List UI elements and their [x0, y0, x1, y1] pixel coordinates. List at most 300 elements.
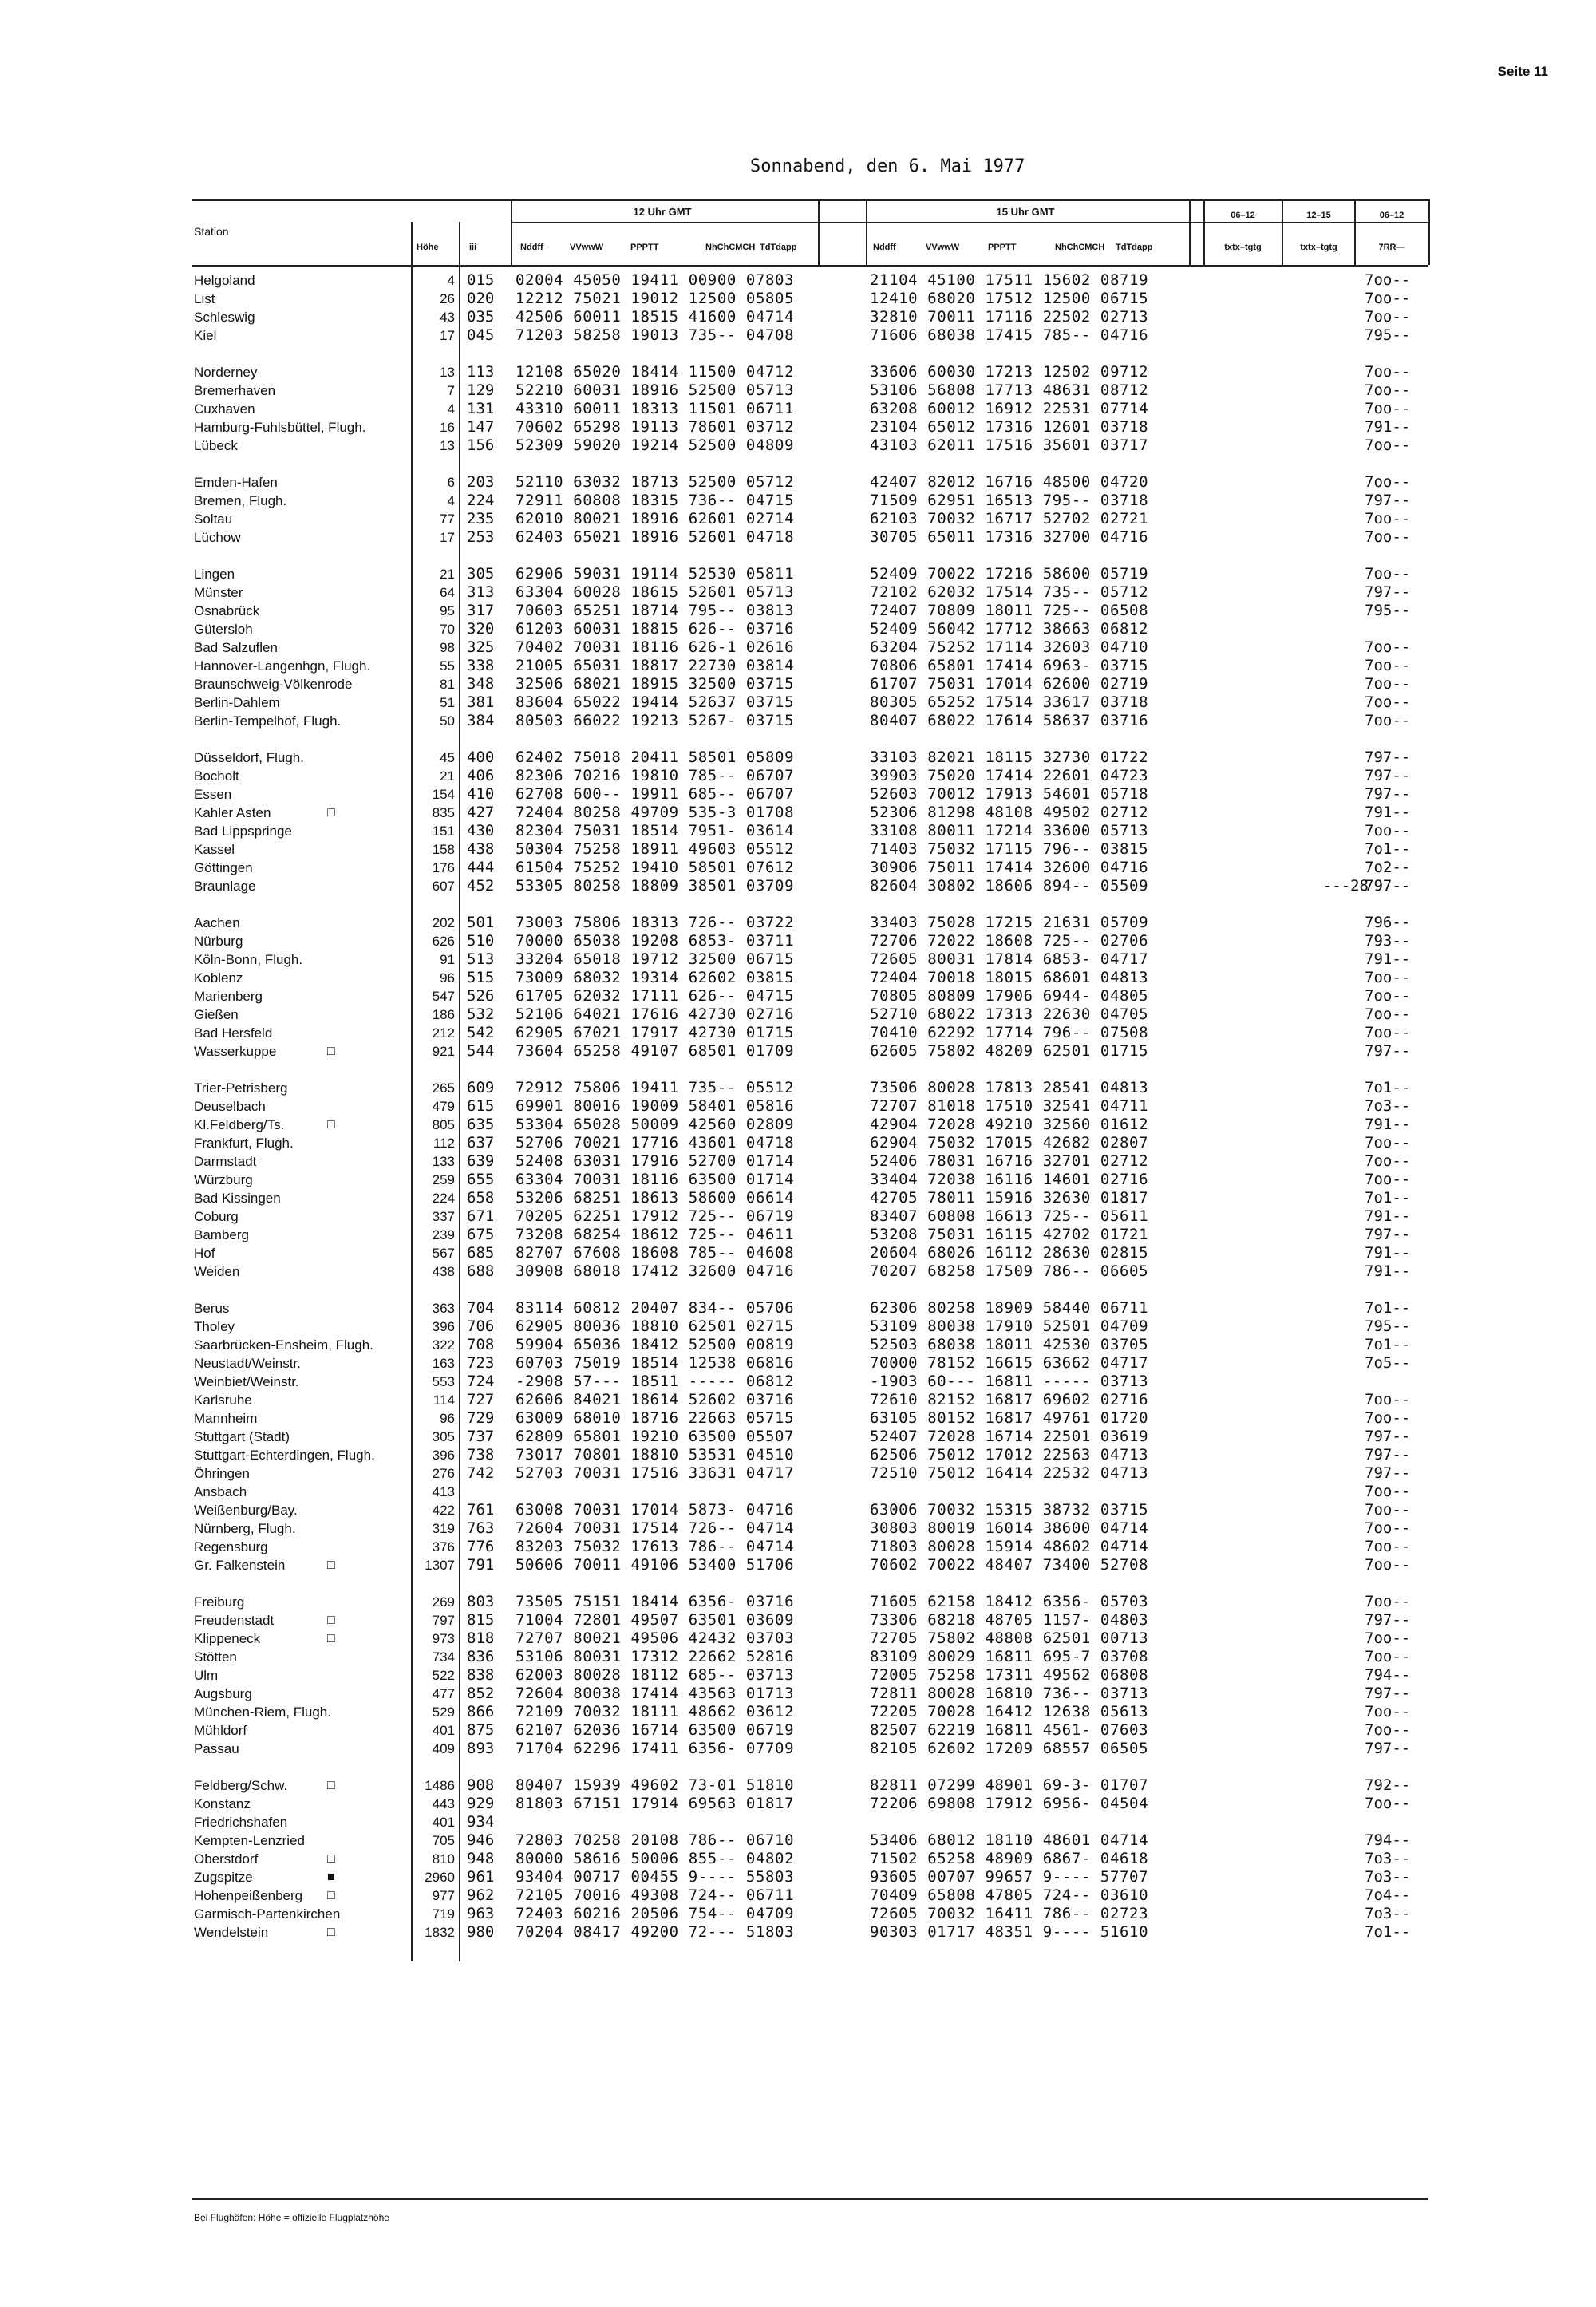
- station-height: 626: [432, 934, 455, 949]
- obs-15-utc: 70207 68258 17509 786-- 06605: [870, 1262, 1149, 1280]
- station-height: 1307: [425, 1558, 455, 1573]
- station-name: Helgoland: [194, 273, 255, 288]
- station-id: 129: [467, 381, 495, 399]
- obs-12-utc: 80503 66022 19213 5267- 03715: [516, 712, 795, 729]
- obs-15-utc: 42904 72028 49210 32560 01612: [870, 1116, 1149, 1133]
- station-height: 810: [432, 1851, 455, 1867]
- table-row: [0, 271, 1596, 290]
- station-id: 962: [467, 1886, 495, 1904]
- obs-15-utc: 72605 70032 16411 786-- 02723: [870, 1905, 1149, 1922]
- summary-code: 7oo--: [1365, 1152, 1411, 1170]
- station-id: 501: [467, 914, 495, 931]
- table-row: [0, 1740, 1596, 1758]
- station-height: 977: [432, 1888, 455, 1903]
- station-height: 422: [432, 1503, 455, 1518]
- station-height: 396: [432, 1448, 455, 1463]
- table-row: [0, 749, 1596, 767]
- station-id: 427: [467, 804, 495, 821]
- station-id: 015: [467, 271, 495, 289]
- table-row: [0, 1831, 1596, 1850]
- station-height: 443: [432, 1796, 455, 1811]
- summary-code: 794--: [1365, 1666, 1411, 1684]
- obs-15-utc: 73306 68218 48705 1157- 04803: [870, 1611, 1149, 1629]
- station-height: 114: [433, 1392, 455, 1408]
- obs-12-utc: 81803 67151 17914 69563 01817: [516, 1795, 795, 1812]
- obs-15-utc: 30705 65011 17316 32700 04716: [870, 528, 1149, 546]
- obs-15-utc: 52406 78031 16716 32701 02712: [870, 1152, 1149, 1170]
- summary-code: 797--: [1365, 785, 1411, 803]
- obs-12-utc: 61705 62032 17111 626-- 04715: [516, 987, 795, 1005]
- summary-code: 7oo--: [1365, 1005, 1411, 1023]
- obs-12-utc: 72105 70016 49308 724-- 06711: [516, 1886, 795, 1904]
- station-id: 452: [467, 877, 495, 895]
- station-height: 547: [432, 989, 455, 1004]
- table-row: [0, 1556, 1596, 1574]
- rule-p2-left: [1282, 199, 1283, 265]
- obs-12-utc: 72707 80021 49506 42432 03703: [516, 1630, 795, 1647]
- obs-15-utc: 21104 45100 17511 15602 08719: [870, 271, 1149, 289]
- station-name: Bamberg: [194, 1227, 249, 1242]
- obs-15-utc: 72407 70809 18011 725-- 06508: [870, 602, 1149, 619]
- station-id: 875: [467, 1721, 495, 1739]
- station-name: Passau: [194, 1741, 239, 1756]
- station-name: Darmstadt: [194, 1154, 257, 1169]
- station-height: 607: [432, 879, 455, 894]
- station-id: 963: [467, 1905, 495, 1922]
- table-row: [0, 620, 1596, 638]
- rule-right: [1428, 199, 1430, 265]
- station-name: Würzburg: [194, 1172, 253, 1187]
- station-id: 724: [467, 1373, 495, 1390]
- station-name: Lüchow: [194, 530, 241, 545]
- station-id: 235: [467, 510, 495, 527]
- summary-code: 7o3--: [1365, 1905, 1411, 1922]
- station-id: 542: [467, 1024, 495, 1041]
- station-id: 836: [467, 1648, 495, 1665]
- precip-value: ---28: [1322, 877, 1369, 895]
- table-row: [0, 1079, 1596, 1097]
- table-row: [0, 1850, 1596, 1868]
- obs-12-utc: 70402 70031 18116 626-1 02616: [516, 638, 795, 656]
- station-height: 376: [432, 1539, 455, 1554]
- station-id: 147: [467, 418, 495, 436]
- station-name: Hohenpeißenberg: [194, 1888, 303, 1903]
- station-name: Friedrichshafen: [194, 1815, 288, 1830]
- summary-code: 7oo--: [1365, 1703, 1411, 1720]
- header-period-2: 12–15: [1306, 211, 1331, 220]
- obs-15-utc: 52710 68022 17313 22630 04705: [870, 1005, 1149, 1023]
- station-id: 688: [467, 1262, 495, 1280]
- obs-15-utc: 52409 56042 17712 38663 06812: [870, 620, 1149, 638]
- station-height: 705: [432, 1833, 455, 1848]
- station-name: München-Riem, Flugh.: [194, 1705, 331, 1720]
- table-row: [0, 822, 1596, 840]
- rule-15-right: [1189, 199, 1191, 265]
- obs-12-utc: 73003 75806 18313 726-- 03722: [516, 914, 795, 931]
- obs-12-utc: 73009 68032 19314 62602 03815: [516, 969, 795, 986]
- header-12-col5: TdTdapp: [760, 243, 797, 252]
- summary-code: 792--: [1365, 1776, 1411, 1794]
- summary-code: 7oo--: [1365, 1556, 1411, 1574]
- station-id: 338: [467, 657, 495, 674]
- summary-code: 7o3--: [1365, 1097, 1411, 1115]
- station-name: Regensburg: [194, 1539, 268, 1554]
- station-id: 513: [467, 950, 495, 968]
- station-marker: □: [327, 1779, 335, 1792]
- station-id: 020: [467, 290, 495, 307]
- station-height: 176: [432, 860, 455, 875]
- footer-rule: [192, 2198, 1428, 2200]
- table-row: [0, 1189, 1596, 1207]
- station-id: 224: [467, 492, 495, 509]
- header-period-1b: txtx–tgtg: [1224, 243, 1262, 252]
- summary-code: 7o1--: [1365, 1336, 1411, 1353]
- station-height: 55: [440, 658, 455, 674]
- header-period-3: 06–12: [1379, 211, 1404, 220]
- summary-code: 7o3--: [1365, 1868, 1411, 1886]
- station-name: Stuttgart (Stadt): [194, 1429, 290, 1444]
- station-height: 239: [432, 1227, 455, 1242]
- station-height: 921: [432, 1044, 455, 1059]
- table-row: [0, 1134, 1596, 1152]
- station-id: 729: [467, 1409, 495, 1427]
- station-height: 43: [440, 310, 455, 325]
- obs-12-utc: 72911 60808 18315 736-- 04715: [516, 492, 795, 509]
- obs-12-utc: 80407 15939 49602 73-01 51810: [516, 1776, 795, 1794]
- station-height: 567: [432, 1246, 455, 1261]
- summary-code: 791--: [1365, 804, 1411, 821]
- header-15-col5: TdTdapp: [1116, 243, 1153, 252]
- table-row: [0, 308, 1596, 326]
- obs-15-utc: 71606 68038 17415 785-- 04716: [870, 326, 1149, 344]
- summary-code: 7oo--: [1365, 822, 1411, 839]
- header-iii: iii: [469, 243, 477, 252]
- station-height: 479: [432, 1099, 455, 1114]
- header-15-col2: VVwwW: [926, 243, 960, 252]
- obs-15-utc: 62103 70032 16717 52702 02721: [870, 510, 1149, 527]
- station-name: Hamburg-Fuhlsbüttel, Flugh.: [194, 420, 366, 435]
- station-height: 413: [432, 1484, 455, 1499]
- table-row: [0, 363, 1596, 381]
- station-name: Kempten-Lenzried: [194, 1833, 305, 1848]
- station-name: Bocholt: [194, 768, 239, 784]
- station-id: 838: [467, 1666, 495, 1684]
- table-row: [0, 1630, 1596, 1648]
- obs-15-utc: 63208 60012 16912 22531 07714: [870, 400, 1149, 417]
- station-name: Zugspitze: [194, 1870, 253, 1885]
- table-row: [0, 1097, 1596, 1116]
- summary-code: 791--: [1365, 1244, 1411, 1262]
- obs-15-utc: 83407 60808 16613 725-- 05611: [870, 1207, 1149, 1225]
- station-height: 4: [447, 493, 455, 508]
- summary-code: 795--: [1365, 602, 1411, 619]
- station-id: 113: [467, 363, 495, 381]
- header-12-uhr: 12 Uhr GMT: [633, 206, 692, 218]
- station-marker: □: [327, 1926, 335, 1939]
- header-hoehe: Höhe: [417, 243, 439, 252]
- obs-15-utc: 33404 72038 16116 14601 02716: [870, 1171, 1149, 1188]
- obs-12-utc: 73017 70801 18810 53531 04510: [516, 1446, 795, 1464]
- obs-15-utc: 71605 62158 18412 6356- 05703: [870, 1593, 1149, 1610]
- station-height: 16: [440, 420, 455, 435]
- table-row: [0, 528, 1596, 547]
- header-12-col3: PPPTT: [630, 243, 659, 252]
- summary-code: 7o2--: [1365, 859, 1411, 876]
- header-15-uhr: 15 Uhr GMT: [996, 206, 1055, 218]
- obs-15-utc: 62506 75012 17012 22563 04713: [870, 1446, 1149, 1464]
- obs-15-utc: 71509 62951 16513 795-- 03718: [870, 492, 1149, 509]
- obs-12-utc: 82306 70216 19810 785-- 06707: [516, 767, 795, 784]
- summary-code: 7oo--: [1365, 1795, 1411, 1812]
- obs-12-utc: 72604 70031 17514 726-- 04714: [516, 1519, 795, 1537]
- obs-15-utc: 52603 70012 17913 54601 05718: [870, 785, 1149, 803]
- table-row: [0, 1813, 1596, 1831]
- obs-12-utc: 53206 68251 18613 58600 06614: [516, 1189, 795, 1207]
- station-name: Konstanz: [194, 1796, 251, 1811]
- table-row: [0, 914, 1596, 932]
- station-height: 163: [432, 1356, 455, 1371]
- table-row: [0, 1354, 1596, 1373]
- station-id: 515: [467, 969, 495, 986]
- station-name: Deuselbach: [194, 1099, 266, 1114]
- table-row: [0, 1923, 1596, 1942]
- table-row: [0, 1299, 1596, 1317]
- table-row: [0, 1116, 1596, 1134]
- station-height: 13: [440, 438, 455, 453]
- station-name: Braunlage: [194, 879, 256, 894]
- station-height: 265: [432, 1080, 455, 1096]
- obs-12-utc: 62403 65021 18916 52601 04718: [516, 528, 795, 546]
- obs-12-utc: 82304 75031 18514 7951- 03614: [516, 822, 795, 839]
- obs-15-utc: 52409 70022 17216 58600 05719: [870, 565, 1149, 583]
- obs-15-utc: 39903 75020 17414 22601 04723: [870, 767, 1149, 784]
- station-name: Marienberg: [194, 989, 263, 1004]
- summary-code: 7o1--: [1365, 1299, 1411, 1317]
- station-id: 776: [467, 1538, 495, 1555]
- obs-15-utc: 70805 80809 17906 6944- 04805: [870, 987, 1149, 1005]
- station-id: 803: [467, 1593, 495, 1610]
- station-height: 734: [432, 1649, 455, 1665]
- station-height: 4: [447, 401, 455, 417]
- obs-12-utc: 63304 60028 18615 52601 05713: [516, 583, 795, 601]
- summary-code: 7oo--: [1365, 290, 1411, 307]
- obs-12-utc: 52110 63032 18713 52500 05712: [516, 473, 795, 491]
- summary-code: 797--: [1365, 767, 1411, 784]
- obs-12-utc: 61203 60031 18815 626-- 03716: [516, 620, 795, 638]
- table-row: [0, 1593, 1596, 1611]
- summary-code: 7oo--: [1365, 1134, 1411, 1152]
- station-id: 444: [467, 859, 495, 876]
- station-height: 202: [432, 915, 455, 930]
- obs-12-utc: 71203 58258 19013 735-- 04708: [516, 326, 795, 344]
- obs-15-utc: 20604 68026 16112 28630 02815: [870, 1244, 1149, 1262]
- summary-code: 7oo--: [1365, 473, 1411, 491]
- obs-12-utc: 71704 62296 17411 6356- 07709: [516, 1740, 795, 1757]
- station-name: Bad Hersfeld: [194, 1025, 273, 1041]
- obs-15-utc: 72811 80028 16810 736-- 03713: [870, 1685, 1149, 1702]
- header-station: Station: [194, 225, 229, 238]
- table-row: [0, 1886, 1596, 1905]
- table-row: [0, 638, 1596, 657]
- station-height: 797: [432, 1613, 455, 1628]
- table-row: [0, 418, 1596, 437]
- station-id: 156: [467, 437, 495, 454]
- table-row: [0, 492, 1596, 510]
- table-row: [0, 1005, 1596, 1024]
- table-row: [0, 675, 1596, 693]
- station-height: 259: [432, 1172, 455, 1187]
- obs-15-utc: 80305 65252 17514 33617 03718: [870, 693, 1149, 711]
- table-row: [0, 1042, 1596, 1061]
- station-name: Gießen: [194, 1007, 239, 1022]
- station-height: 396: [432, 1319, 455, 1334]
- station-id: 609: [467, 1079, 495, 1096]
- table-row: [0, 877, 1596, 895]
- obs-15-utc: 63105 80152 16817 49761 01720: [870, 1409, 1149, 1427]
- obs-15-utc: 93605 00707 99657 9---- 57707: [870, 1868, 1149, 1886]
- obs-15-utc: 72510 75012 16414 22532 04713: [870, 1464, 1149, 1482]
- station-name: Wasserkuppe: [194, 1044, 277, 1059]
- header-period-3b: 7RR—: [1378, 243, 1405, 252]
- obs-12-utc: 62906 59031 19114 52530 05811: [516, 565, 795, 583]
- station-id: 761: [467, 1501, 495, 1519]
- station-id: 348: [467, 675, 495, 693]
- table-row: [0, 1024, 1596, 1042]
- obs-12-utc: 62905 67021 17917 42730 01715: [516, 1024, 795, 1041]
- obs-15-utc: 62904 75032 17015 42682 02807: [870, 1134, 1149, 1152]
- station-id: 791: [467, 1556, 495, 1574]
- station-name: Freiburg: [194, 1594, 245, 1610]
- station-name: Öhringen: [194, 1466, 250, 1481]
- summary-code: 7oo--: [1365, 363, 1411, 381]
- station-id: 131: [467, 400, 495, 417]
- obs-12-utc: 50606 70011 49106 53400 51706: [516, 1556, 795, 1574]
- station-name: Hannover-Langenhgn, Flugh.: [194, 658, 371, 674]
- station-height: 337: [432, 1209, 455, 1224]
- obs-12-utc: 72604 80038 17414 43563 01713: [516, 1685, 795, 1702]
- obs-15-utc: 33606 60030 17213 12502 09712: [870, 363, 1149, 381]
- header-12-col2: VVwwW: [570, 243, 604, 252]
- station-id: 510: [467, 932, 495, 950]
- station-id: 893: [467, 1740, 495, 1757]
- obs-12-utc: 72109 70032 18111 48662 03612: [516, 1703, 795, 1720]
- station-name: Stuttgart-Echterdingen, Flugh.: [194, 1448, 375, 1463]
- obs-15-utc: 72005 75258 17311 49562 06808: [870, 1666, 1149, 1684]
- obs-12-utc: 63304 70031 18116 63500 01714: [516, 1171, 795, 1188]
- header-period-1: 06–12: [1231, 211, 1255, 220]
- summary-code: 797--: [1365, 1464, 1411, 1482]
- obs-12-utc: 60703 75019 18514 12538 06816: [516, 1354, 795, 1372]
- obs-15-utc: 70000 78152 16615 63662 04717: [870, 1354, 1149, 1372]
- station-id: 381: [467, 693, 495, 711]
- station-id: 742: [467, 1464, 495, 1482]
- summary-code: 7oo--: [1365, 657, 1411, 674]
- station-height: 224: [432, 1191, 455, 1206]
- obs-12-utc: 62010 80021 18916 62601 02714: [516, 510, 795, 527]
- obs-12-utc: 72912 75806 19411 735-- 05512: [516, 1079, 795, 1096]
- station-name: Braunschweig-Völkenrode: [194, 677, 353, 692]
- station-height: 91: [440, 952, 455, 967]
- station-marker: □: [327, 1045, 335, 1058]
- obs-15-utc: 63204 75252 17114 32603 04710: [870, 638, 1149, 656]
- station-height: 21: [440, 567, 455, 582]
- station-id: 675: [467, 1226, 495, 1243]
- station-name: Weißenburg/Bay.: [194, 1503, 298, 1518]
- station-id: 655: [467, 1171, 495, 1188]
- table-row: [0, 1244, 1596, 1262]
- station-height: 276: [432, 1466, 455, 1481]
- station-height: 26: [440, 291, 455, 306]
- station-id: 526: [467, 987, 495, 1005]
- table-row: [0, 437, 1596, 455]
- obs-12-utc: 80000 58616 50006 855-- 04802: [516, 1850, 795, 1867]
- summary-code: 7oo--: [1365, 400, 1411, 417]
- obs-15-utc: 53109 80038 17910 52501 04709: [870, 1317, 1149, 1335]
- station-id: 818: [467, 1630, 495, 1647]
- station-name: Cuxhaven: [194, 401, 255, 417]
- table-row: [0, 1207, 1596, 1226]
- summary-code: 797--: [1365, 492, 1411, 509]
- station-height: 4: [447, 273, 455, 288]
- obs-15-utc: 62306 80258 18909 58440 06711: [870, 1299, 1149, 1317]
- station-height: 81: [440, 677, 455, 692]
- table-row: [0, 326, 1596, 345]
- station-id: 035: [467, 308, 495, 326]
- page-number: Seite 11: [1497, 64, 1548, 79]
- obs-15-utc: 53406 68012 18110 48601 04714: [870, 1831, 1149, 1849]
- summary-code: 797--: [1365, 1226, 1411, 1243]
- station-name: Osnabrück: [194, 603, 260, 618]
- station-height: 7: [447, 383, 455, 398]
- station-height: 45: [440, 750, 455, 765]
- station-name: Hof: [194, 1246, 215, 1261]
- table-row: [0, 969, 1596, 987]
- obs-12-utc: 12212 75021 19012 12500 05805: [516, 290, 795, 307]
- table-row: [0, 583, 1596, 602]
- station-height: 805: [432, 1117, 455, 1132]
- table-row: [0, 1611, 1596, 1630]
- obs-12-utc: 62905 80036 18810 62501 02715: [516, 1317, 795, 1335]
- station-marker: □: [327, 1614, 335, 1627]
- obs-15-utc: 72610 82152 16817 69602 02716: [870, 1391, 1149, 1408]
- header-15-col4: NhChCMCH: [1055, 243, 1105, 252]
- obs-12-utc: 50304 75258 18911 49603 05512: [516, 840, 795, 858]
- obs-15-utc: 33103 82021 18115 32730 01722: [870, 749, 1149, 766]
- station-height: 151: [432, 824, 455, 839]
- summary-code: 7oo--: [1365, 1409, 1411, 1427]
- obs-15-utc: 30906 75011 17414 32600 04716: [870, 859, 1149, 876]
- summary-code: 7oo--: [1365, 565, 1411, 583]
- station-height: 477: [432, 1686, 455, 1701]
- obs-15-utc: 42407 82012 16716 48500 04720: [870, 473, 1149, 491]
- obs-12-utc: 53305 80258 18809 38501 03709: [516, 877, 795, 895]
- obs-12-utc: 62606 84021 18614 52602 03716: [516, 1391, 795, 1408]
- table-row: [0, 1446, 1596, 1464]
- station-name: Wendelstein: [194, 1925, 269, 1940]
- station-name: Münster: [194, 585, 243, 600]
- obs-15-utc: 62605 75802 48209 62501 01715: [870, 1042, 1149, 1060]
- table-row: [0, 1703, 1596, 1721]
- summary-code: 791--: [1365, 950, 1411, 968]
- station-height: 17: [440, 530, 455, 545]
- station-name: Freudenstadt: [194, 1613, 275, 1628]
- summary-code: 7o1--: [1365, 840, 1411, 858]
- obs-12-utc: 69901 80016 19009 58401 05816: [516, 1097, 795, 1115]
- rule-p1-left: [1203, 199, 1205, 265]
- obs-12-utc: 62809 65801 19210 63500 05507: [516, 1428, 795, 1445]
- station-name: Ulm: [194, 1668, 219, 1683]
- station-height: 77: [440, 512, 455, 527]
